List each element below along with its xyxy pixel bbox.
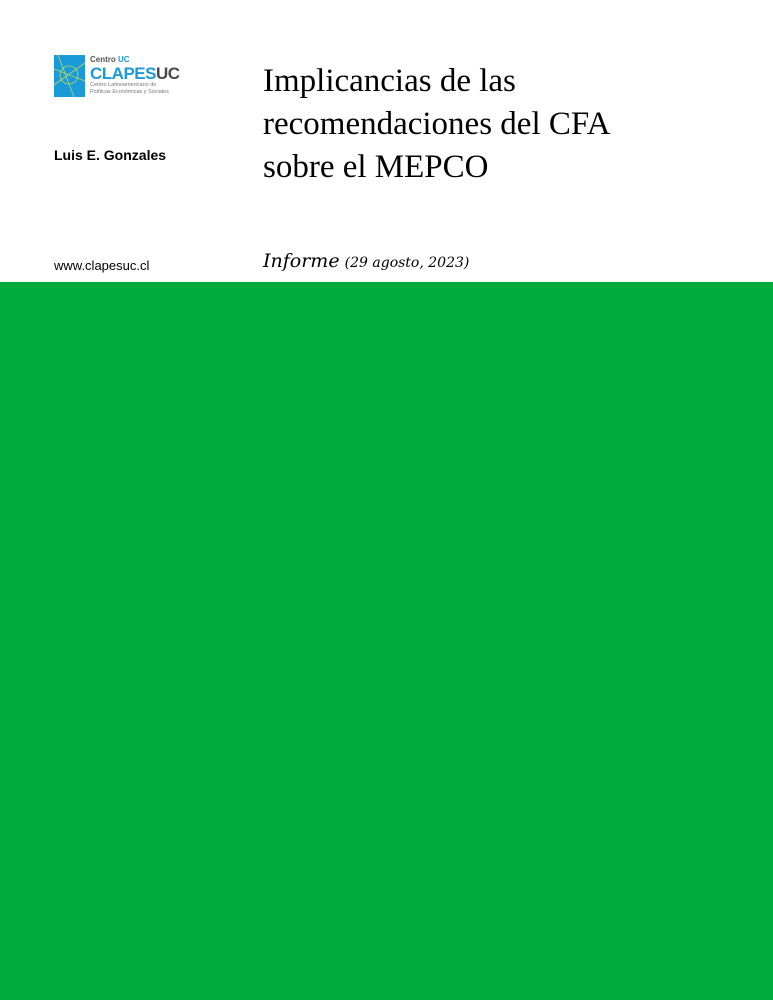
logo-centro-prefix: Centro — [90, 55, 116, 64]
document-title — [263, 60, 733, 189]
logo-subtitle-2: Políticas Económicas y Sociales — [90, 88, 169, 95]
cover-color-block — [0, 282, 773, 1000]
logo-name-uc: UC — [155, 64, 180, 83]
cover-header — [0, 0, 773, 282]
title-line-2: recomendaciones del CFA — [263, 106, 611, 142]
logo-mark-icon — [54, 55, 85, 97]
report-date: (29 agosto, 2023) — [344, 255, 470, 271]
logo-name-main: CLAPES — [90, 64, 156, 83]
report-info — [263, 250, 469, 272]
title-line-1: Implicancias de las — [263, 63, 516, 99]
logo-name-line — [90, 65, 200, 82]
logo-text — [90, 55, 200, 95]
title-line-3: sobre el MEPCO — [263, 149, 489, 185]
clapes-uc-logo — [54, 55, 194, 100]
logo-centro-uc: UC — [118, 55, 130, 64]
report-type: Informe — [263, 250, 340, 272]
author-name: Luis E. Gonzales — [54, 147, 167, 163]
logo-subtitle-1: Centro Latinoamericano de — [90, 82, 157, 88]
website-url: www.clapesuc.cl — [54, 258, 150, 273]
